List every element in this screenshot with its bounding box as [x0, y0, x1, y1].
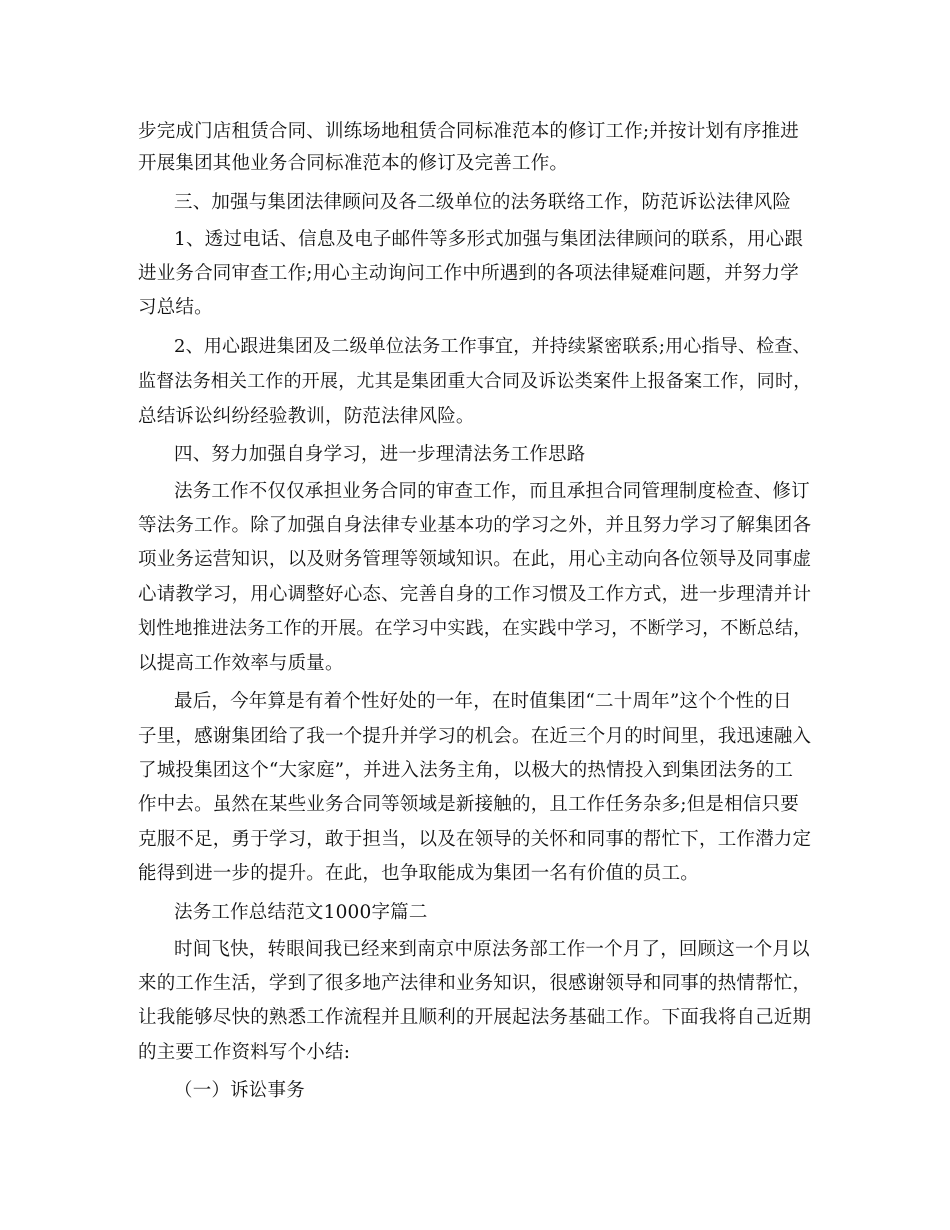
text-line: 了城投集团这个“大家庭”，并进入法务主角，以极大的热情投入到集团法务的工 [138, 760, 794, 781]
text-line: 作中去。虽然在某些业务合同等领域是新接触的，且工作任务杂多;但是相信只要 [138, 794, 799, 815]
text-line: 2、用心跟进集团及二级单位法务工作事宜，并持续紧密联系;用心指导、检查、 [174, 336, 811, 357]
text-line: 进业务合同审查工作;用心主动询问工作中所遇到的各项法律疑难问题，并努力学 [138, 263, 799, 284]
text-line: 划性地推进法务工作的开展。在学习中实践，在实践中学习，不断学习，不断总结， [138, 618, 812, 639]
text-line: 1、透过电话、信息及电子邮件等多形式加强与集团法律顾问的联系，用心跟 [174, 229, 804, 250]
section-heading: 法务工作总结范文1000字篇二 [174, 902, 428, 923]
text-line: 子里，感谢集团给了我一个提升并学习的机会。在近三个月的时间里，我迅速融入 [138, 726, 812, 747]
text-line: 监督法务相关工作的开展，尤其是集团重大合同及诉讼类案件上报备案工作，同时， [138, 371, 812, 392]
text-line: 以提高工作效率与质量。 [138, 653, 344, 674]
text-line: 开展集团其他业务合同标准范本的修订及完善工作。 [138, 153, 569, 174]
text-line: 能得到进一步的提升。在此，也争取能成为集团一名有价值的员工。 [138, 863, 700, 884]
text-line: 等法务工作。除了加强自身法律专业基本功的学习之外，并且努力学习了解集团各 [138, 515, 812, 536]
text-line: 项业务运营知识，以及财务管理等领域知识。在此，用心主动向各位领导及同事虚 [138, 549, 812, 570]
text-line: 来的工作生活，学到了很多地产法律和业务知识，很感谢领导和同事的热情帮忙， [138, 973, 812, 994]
text-line: 的主要工作资料写个小结: [138, 1042, 351, 1063]
section-heading: 三、加强与集团法律顾问及各二级单位的法务联络工作，防范诉讼法律风险 [174, 192, 792, 213]
text-line: 习总结。 [138, 297, 213, 318]
section-heading: （一）诉讼事务 [174, 1080, 305, 1101]
text-line: 法务工作不仅仅承担业务合同的审查工作，而且承担合同管理制度检查、修订 [174, 481, 810, 502]
text-line: 让我能够尽快的熟悉工作流程并且顺利的开展起法务基础工作。下面我将自己近期 [138, 1007, 812, 1028]
text-line: 总结诉讼纠纷经验教训，防范法律风险。 [138, 406, 475, 427]
section-heading: 四、努力加强自身学习，进一步理清法务工作思路 [174, 444, 586, 465]
text-line: 心请教学习，用心调整好心态、完善自身的工作习惯及工作方式，进一步理清并计 [138, 584, 812, 605]
text-line: 最后，今年算是有着个性好处的一年，在时值集团“二十周年”这个个性的日 [174, 691, 792, 712]
text-line: 克服不足，勇于学习，敢于担当，以及在领导的关怀和同事的帮忙下，工作潜力定 [138, 829, 812, 850]
text-line: 时间飞快，转眼间我已经来到南京中原法务部工作一个月了，回顾这一个月以 [174, 939, 810, 960]
text-line: 步完成门店租赁合同、训练场地租赁合同标准范本的修订工作;并按计划有序推进 [138, 121, 799, 142]
